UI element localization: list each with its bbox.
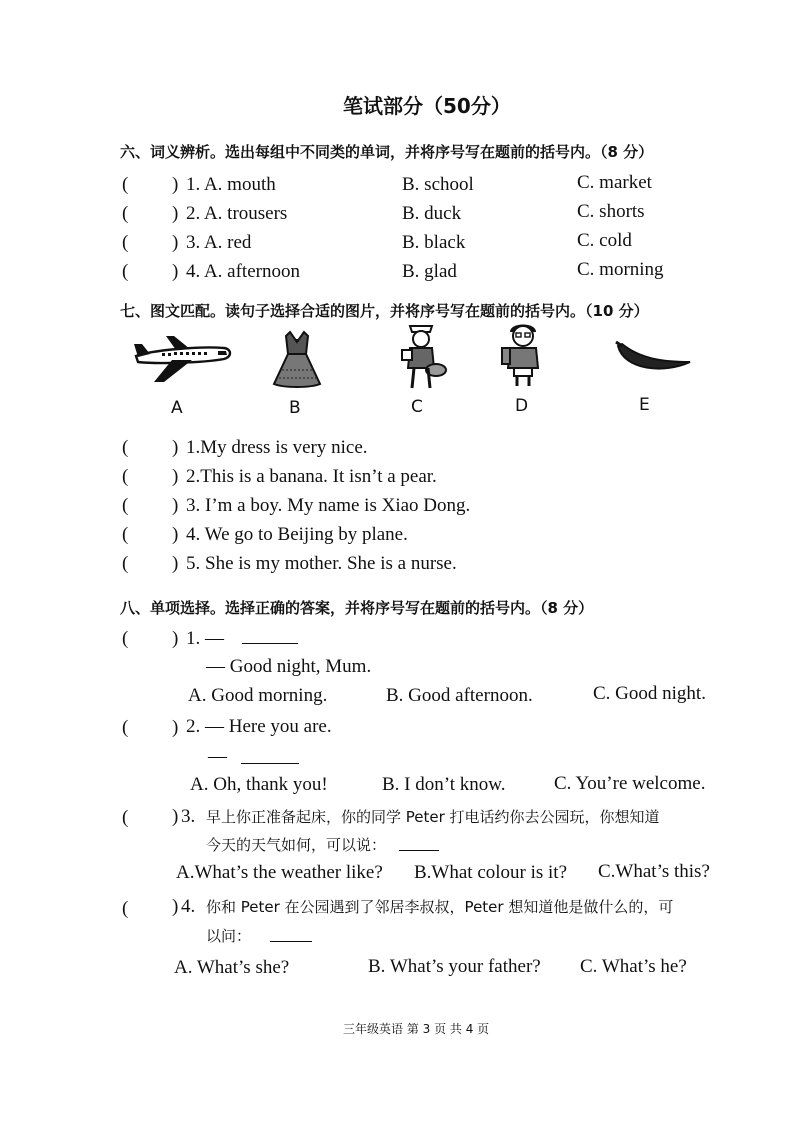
option-c: C.What’s this? xyxy=(598,861,710,882)
answer-paren-open: ( xyxy=(122,495,129,516)
option-b: B. school xyxy=(402,174,474,195)
picture-label: A xyxy=(171,398,183,418)
answer-paren-open: ( xyxy=(122,553,129,574)
answer-paren-close: ) xyxy=(172,717,179,738)
option-c: C. What’s he? xyxy=(580,956,687,977)
answer-paren-close: ) xyxy=(172,896,179,917)
nurse-mother-icon xyxy=(396,322,448,394)
answer-paren-open: ( xyxy=(122,466,129,487)
answer-paren-close: ) xyxy=(172,466,179,487)
answer-blank[interactable] xyxy=(399,850,439,851)
question-number: 2. — Here you are. xyxy=(186,716,332,737)
option-b: B.What colour is it? xyxy=(414,862,568,883)
option-b: B. What’s your father? xyxy=(368,956,541,977)
answer-paren-close: ) xyxy=(172,261,179,282)
answer-paren-close: ) xyxy=(172,553,179,574)
answer-paren-close: ) xyxy=(172,524,179,545)
answer-paren-open: ( xyxy=(122,717,129,738)
option-b: B. black xyxy=(402,232,466,253)
answer-paren-close: ) xyxy=(172,437,179,458)
answer-paren-close: ) xyxy=(172,174,179,195)
section-seven-heading: 七、图文匹配。读句子选择合适的图片，并将序号写在题前的括号内。（10 分） xyxy=(120,302,649,320)
answer-paren-open: ( xyxy=(122,232,129,253)
section-six-heading: 六、词义辨析。选出每组中不同类的单词，并将序号写在题前的括号内。（8 分） xyxy=(120,143,654,161)
answer-paren-close: ) xyxy=(172,495,179,516)
answer-paren-close: ) xyxy=(172,232,179,253)
answer-paren-close: ) xyxy=(172,628,179,649)
option-c: C. You’re welcome. xyxy=(554,773,706,794)
matching-sentence: 2.This is a banana. It isn’t a pear. xyxy=(186,466,437,487)
answer-blank[interactable] xyxy=(242,643,298,644)
banana-icon xyxy=(614,340,694,378)
option-b: B. glad xyxy=(402,261,457,282)
answer-paren-open: ( xyxy=(122,898,129,919)
option-a: A. Oh, thank you! xyxy=(190,774,328,795)
option-a: A. What’s she? xyxy=(174,957,290,978)
answer-blank[interactable] xyxy=(270,941,312,942)
question-number: 1. — xyxy=(186,628,224,649)
answer-paren-open: ( xyxy=(122,203,129,224)
dialogue-reply: — Good night, Mum. xyxy=(206,656,372,677)
section-eight-heading: 八、单项选择。选择正确的答案，并将序号写在题前的括号内。（8 分） xyxy=(120,599,594,617)
question-stem: 4. A. afternoon xyxy=(186,261,300,282)
matching-sentence: 1.My dress is very nice. xyxy=(186,437,368,458)
airplane-icon xyxy=(132,330,234,386)
answer-paren-open: ( xyxy=(122,174,129,195)
matching-sentence: 4. We go to Beijing by plane. xyxy=(186,524,408,545)
option-c: C. cold xyxy=(577,230,632,251)
answer-paren-open: ( xyxy=(122,437,129,458)
matching-sentence: 5. She is my mother. She is a nurse. xyxy=(186,553,457,574)
page-footer: 三年级英语 第 3 页 共 4 页 xyxy=(343,1022,490,1036)
option-a: A. Good morning. xyxy=(188,685,328,706)
question-number: 3. xyxy=(181,806,196,827)
picture-label: D xyxy=(515,396,529,416)
question-stem: 2. A. trousers xyxy=(186,203,288,224)
question-text: 以问： xyxy=(206,927,252,945)
question-number: 4. xyxy=(181,896,196,917)
question-text: 早上你正准备起床，你的同学 Peter 打电话约你去公园玩，你想知道 xyxy=(206,808,660,826)
dialogue-dash: — xyxy=(208,746,227,767)
picture-label: B xyxy=(289,398,301,418)
answer-blank[interactable] xyxy=(241,763,299,764)
option-c: C. Good night. xyxy=(593,683,706,704)
answer-paren-close: ) xyxy=(172,806,179,827)
question-stem: 1. A. mouth xyxy=(186,174,276,195)
option-b: B. I don’t know. xyxy=(382,774,506,795)
option-c: C. shorts xyxy=(577,201,645,222)
picture-label: E xyxy=(639,395,650,415)
question-text: 你和 Peter 在公园遇到了邻居李叔叔，Peter 想知道他是做什么的，可 xyxy=(206,898,674,916)
option-b: B. Good afternoon. xyxy=(386,685,533,706)
dress-icon xyxy=(270,330,324,390)
option-c: C. morning xyxy=(577,259,664,280)
question-stem: 3. A. red xyxy=(186,232,252,253)
matching-sentence: 3. I’m a boy. My name is Xiao Dong. xyxy=(186,495,471,516)
option-b: B. duck xyxy=(402,203,462,224)
question-text: 今天的天气如何，可以说： xyxy=(206,836,387,854)
answer-paren-close: ) xyxy=(172,203,179,224)
answer-paren-open: ( xyxy=(122,807,129,828)
answer-paren-open: ( xyxy=(122,524,129,545)
page-title: 笔试部分（50分） xyxy=(343,94,511,118)
picture-label: C xyxy=(411,397,423,417)
boy-icon xyxy=(498,320,548,390)
answer-paren-open: ( xyxy=(122,628,129,649)
option-a: A.What’s the weather like? xyxy=(176,862,383,883)
option-c: C. market xyxy=(577,172,652,193)
answer-paren-open: ( xyxy=(122,261,129,282)
